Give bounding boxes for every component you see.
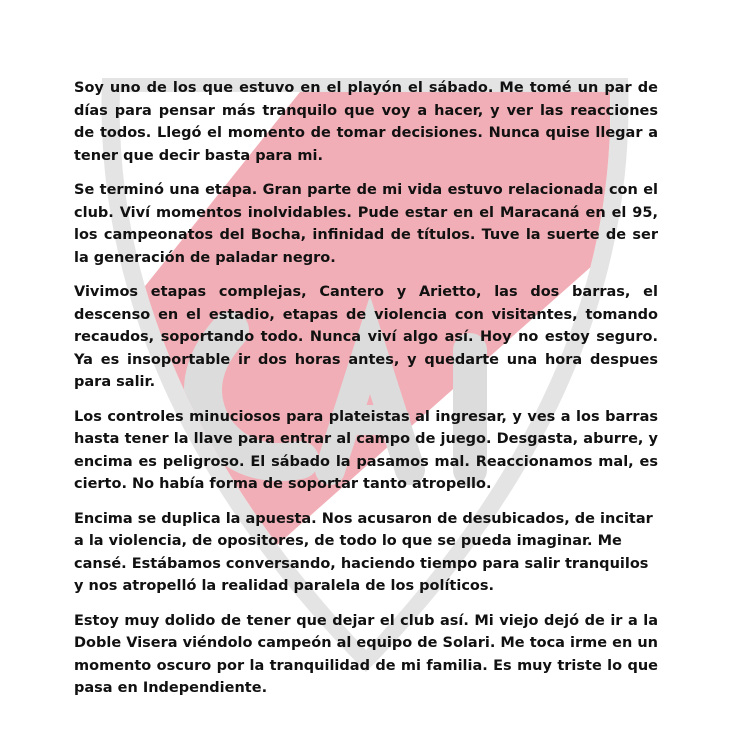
paragraph-6: Estoy muy dolido de tener que dejar el club así. Mi viejo dejó de ir a la Doble Visera viéndolo campeón al equipo de Solari. Me toca irme en un momento oscuro por la tranquilidad de mi familia. Es muy triste lo que pasa en Independiente. — [74, 612, 658, 696]
letter-body — [74, 77, 658, 712]
paragraph-1: Soy uno de los que estuvo en el playón el sábado. Me tomé un par de días para pensar más tranquilo que voy a hacer, y ver las reacciones de todos. Llegó el momento de tomar decisiones. Nunca quise llegar a tener que decir basta para mi. — [74, 80, 658, 164]
paragraph-5: Encima se duplica la apuesta. Nos acusaron de desubicados, de incitar a la violencia, de opositores, de todo lo que se pueda imaginar. Me cansé. Estábamos conversando, haciendo tiempo para salir tranquilos y nos atropelló la realidad paralela de los políticos. — [74, 510, 653, 594]
paragraph-2: Se terminó una etapa. Gran parte de mi vida estuvo relacionada con el club. Viví momentos inolvidables. Pude estar en el Maracaná en el 95, los campeonatos del Bocha, infinidad de títulos. Tuve la suerte de ser la generación de paladar negro. — [74, 182, 658, 266]
paragraph-4: Los controles minuciosos para plateistas al ingresar, y ves a los barras hasta tener la llave para entrar al campo de juego. Desgasta, aburre, y encima es peligroso. El sábado la pasamos mal. Reaccionamos mal, es cierto. No había forma de soportar tanto atropello. — [74, 408, 658, 492]
paragraph-3: Vivimos etapas complejas, Cantero y Arietto, las dos barras, el descenso en el estadio, etapas de violencia con visitantes, tomando recaudos, soportando todo. Nunca viví algo así. Hoy no estoy seguro. Ya es insoportable ir dos horas antes, y quedarte una hora despues para salir. — [74, 284, 658, 390]
